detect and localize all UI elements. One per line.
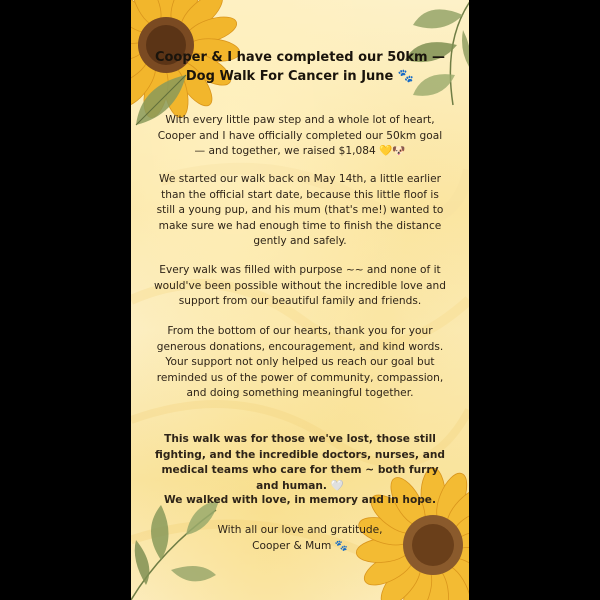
signoff-line-2: Cooper & Mum 🐾 xyxy=(252,540,348,552)
paragraph-intro: With every little paw step and a whole lot of heart, Cooper and I have officially completed our 50km goal — and together, we raised $1,084 💛🐶 xyxy=(157,114,443,157)
paragraph-start: We started our walk back on May 14th, a little earlier than the official start date, because this little floof is still a young pup, and his mum (that's me!) wanted to make sure we had enough time to finish the distance gently and safely. xyxy=(156,173,444,247)
post-title: Cooper & I have completed our 50km — Dog Walk For Cancer in June 🐾 xyxy=(154,50,446,84)
post-card xyxy=(131,0,469,600)
signoff-line-1: With all our love and gratitude, xyxy=(217,524,383,536)
paragraph-purpose: Every walk was filled with purpose ~~ and none of it would've been possible without the incredible love and support from our beautiful family and friends. xyxy=(154,264,446,307)
paragraph-dedication: This walk was for those we've lost, those still fighting, and the incredible doctors, nurses, and medical teams who care for them ~ both furry and human. 🤍 xyxy=(155,433,445,492)
paragraph-thanks: From the bottom of our hearts, thank you for your generous donations, encouragement, and kind words. Your support not only helped us reach our goal but reminded us of the power of community, compassion, and doing something meaningful together. xyxy=(156,325,444,399)
post-text xyxy=(131,0,469,600)
paragraph-closing: We walked with love, in memory and in hope. xyxy=(163,494,437,506)
